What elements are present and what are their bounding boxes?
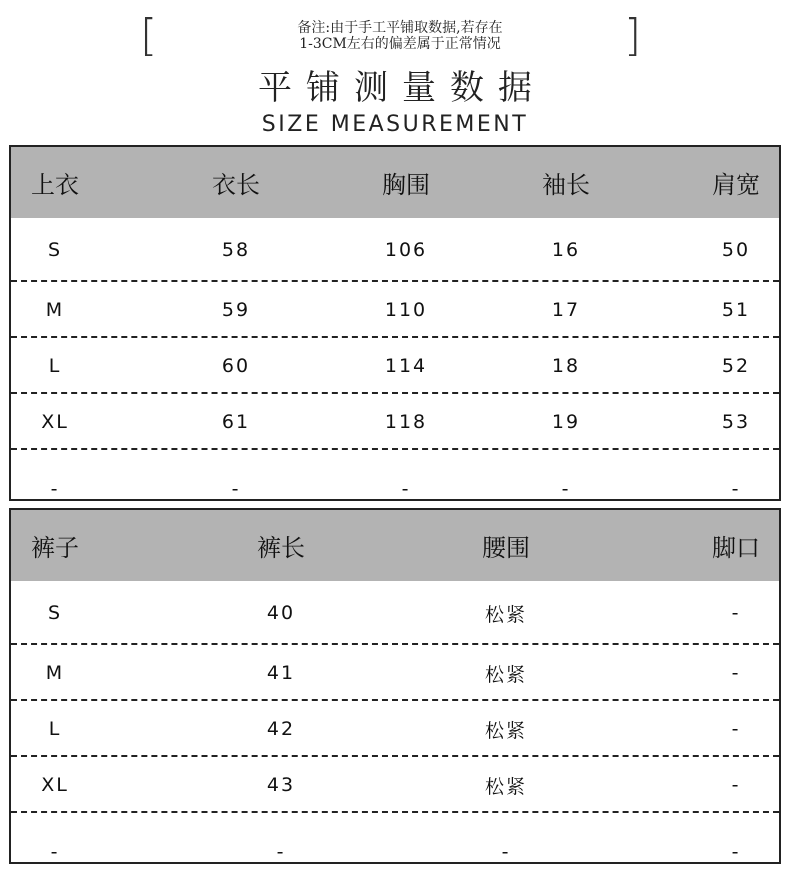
value-cell: 43: [266, 774, 296, 796]
value-cell: 118: [384, 411, 428, 433]
size-cell: M: [45, 299, 65, 321]
pants-header-row: [11, 510, 779, 581]
pants-header-category: 裤子: [31, 534, 79, 562]
size-cell: S: [47, 602, 63, 624]
table-row: [11, 218, 779, 282]
title-chinese: 平铺测量数据: [258, 68, 546, 108]
table-row: [11, 645, 779, 701]
value-cell: -: [731, 662, 741, 684]
table-row: [11, 581, 779, 645]
table-row: [11, 757, 779, 813]
value-cell: 51: [721, 299, 751, 321]
value-cell: -: [501, 841, 511, 863]
value-cell: -: [731, 718, 741, 740]
page-header: [0, 0, 790, 140]
value-cell: -: [401, 478, 411, 500]
tops-header-length: 衣长: [212, 171, 260, 199]
tops-header-category: 上衣: [31, 171, 79, 199]
value-cell: -: [561, 478, 571, 500]
tops-header-shoulder: 肩宽: [712, 171, 760, 199]
tops-header-chest: 胸围: [382, 171, 430, 199]
value-cell: 60: [221, 355, 251, 377]
value-cell: 106: [384, 239, 428, 261]
value-cell: 40: [266, 602, 296, 624]
value-cell: 61: [221, 411, 251, 433]
size-cell: L: [48, 718, 62, 740]
value-cell: 松紧: [484, 663, 527, 686]
tops-size-table: [9, 145, 781, 501]
value-cell: 41: [266, 662, 296, 684]
value-cell: 17: [551, 299, 581, 321]
table-row: [11, 813, 779, 869]
size-cell: -: [50, 478, 60, 500]
value-cell: 松紧: [484, 603, 527, 626]
value-cell: 52: [721, 355, 751, 377]
value-cell: -: [231, 478, 241, 500]
value-cell: 110: [384, 299, 428, 321]
table-row: [11, 450, 779, 506]
size-cell: L: [48, 355, 62, 377]
note-line-1: 备注:由于手工平铺取数据,若存在: [297, 20, 503, 36]
value-cell: 58: [221, 239, 251, 261]
right-bracket: ]: [624, 10, 642, 61]
value-cell: 松紧: [484, 775, 527, 798]
size-cell: -: [50, 841, 60, 863]
value-cell: -: [276, 841, 286, 863]
tops-header-row: [11, 147, 779, 218]
pants-size-table: [9, 508, 781, 864]
size-cell: S: [47, 239, 63, 261]
table-row: [11, 338, 779, 394]
value-cell: 42: [266, 718, 296, 740]
table-row: [11, 701, 779, 757]
value-cell: -: [731, 478, 741, 500]
size-cell: XL: [41, 774, 69, 796]
size-cell: M: [45, 662, 65, 684]
value-cell: 16: [551, 239, 581, 261]
value-cell: 114: [384, 355, 428, 377]
value-cell: 50: [721, 239, 751, 261]
value-cell: -: [731, 841, 741, 863]
value-cell: 松紧: [484, 719, 527, 742]
size-cell: XL: [41, 411, 69, 433]
measurement-note: [190, 20, 610, 52]
value-cell: 59: [221, 299, 251, 321]
title-english: SIZE MEASUREMENT: [261, 112, 529, 137]
tops-header-sleeve: 袖长: [542, 171, 590, 199]
value-cell: 18: [551, 355, 581, 377]
value-cell: -: [731, 602, 741, 624]
table-row: [11, 394, 779, 450]
value-cell: 53: [721, 411, 751, 433]
pants-header-length: 裤长: [257, 534, 305, 562]
note-line-2: 1-3CM左右的偏差属于正常情况: [299, 36, 501, 52]
pants-header-leg-opening: 脚口: [712, 534, 760, 562]
value-cell: -: [731, 774, 741, 796]
table-row: [11, 282, 779, 338]
value-cell: 19: [551, 411, 581, 433]
left-bracket: [: [140, 10, 158, 61]
pants-header-waist: 腰围: [482, 534, 530, 562]
